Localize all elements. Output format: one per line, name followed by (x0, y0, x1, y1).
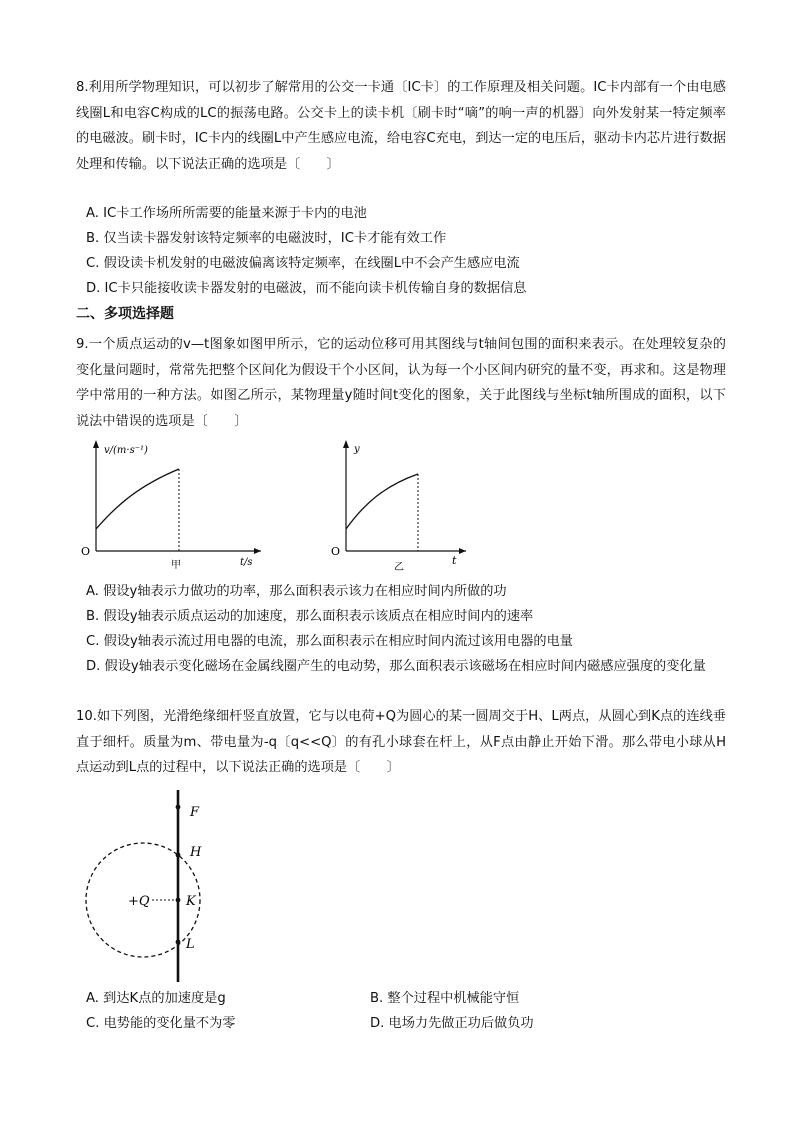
question-9-stem: 9.一个质点运动的v—t图象如图甲所示，它的运动位移可用其图线与t轴间包围的面积来表示。在处理较复杂的变化量问题时，常常先把整个区间化为假设干个小区间，认为每一个小区间内研究的量不变，再求和。这是物理学中常用的一种方法。如图乙所示，某物理量y随时间t变化的图象，关于此图线与坐标t轴所围成的面积，以下说法中错误的选项是〔 〕 (76, 337, 726, 429)
curve (96, 469, 179, 529)
y-axis-label: v/(m·s⁻¹) (104, 445, 148, 456)
figure-caption-yi: 乙 (394, 562, 404, 573)
label-f: F (190, 805, 200, 820)
y-axis-arrow (93, 440, 99, 448)
q10-option-d[interactable]: D. 电场力先做正功后做负功 (370, 1016, 534, 1031)
x-axis-label: t/s (240, 557, 253, 568)
origin-label: O (81, 545, 91, 558)
section-heading: 二、多项选择题 (76, 306, 174, 322)
q8-option-b[interactable]: B. 仅当读卡器发射该特定频率的电磁波时，IC卡才能有效工作 (86, 231, 447, 246)
question-8-stem: 8.利用所学物理知识，可以初步了解常用的公交一卡通〔IC卡〕的工作原理及相关问题。IC卡内部有一个由电感线圈L和电容C构成的LC的振荡电路。公交卡上的读卡机〔刷卡时“嘀”的响一声的机器〕向外发射某一特定频率的电磁波。刷卡时，IC卡内的线圈L中产生感应电流，给电容C充电，到达一定的电压后，驱动卡内芯片进行数据处理和传输。以下说法正确的选项是〔 〕 (76, 80, 726, 172)
q10-option-c[interactable]: C. 电势能的变化量不为零 (86, 1016, 236, 1031)
label-l: L (186, 937, 195, 952)
x-axis-label: t (452, 554, 457, 567)
origin-label: O (331, 545, 341, 558)
figure-vt-graph-jia (76, 434, 266, 579)
label-h: H (190, 845, 202, 860)
q10-option-a[interactable]: A. 到达K点的加速度是g (86, 991, 226, 1006)
figure-yt-graph-yi (326, 434, 476, 579)
q8-option-d[interactable]: D. IC卡只能接收读卡器发射的电磁波，而不能向读卡机传输自身的数据信息 (86, 281, 527, 296)
point-k (176, 898, 181, 903)
label-k: K (186, 894, 196, 909)
point-h (176, 853, 181, 858)
question-10-stem: 10.如下列图，光滑绝缘细杆竖直放置，它与以电荷+Q为圆心的某一圆周交于H、L两点，从圆心到K点的连线垂直于细杆。质量为m、带电量为-q〔q<<Q〕的有孔小球套在杆上，从F点由静止开始下滑。那么带电小球从H点运动到L点的过程中，以下说法正确的选项是〔 〕 (76, 709, 726, 775)
x-axis-arrow (459, 548, 466, 554)
q9-option-c[interactable]: C. 假设y轴表示流过用电器的电流，那么面积表示在相应时间内流过该用电器的电量 (86, 634, 573, 649)
q9-option-a[interactable]: A. 假设y轴表示力做功的功率，那么面积表示该力在相应时间内所做的功 (86, 584, 507, 599)
q10-option-b[interactable]: B. 整个过程中机械能守恒 (370, 991, 520, 1006)
q8-option-c[interactable]: C. 假设读卡机发射的电磁波偏离该特定频率，在线圈L中不会产生感应电流 (86, 256, 520, 271)
y-axis-arrow (343, 440, 349, 448)
curve (346, 474, 418, 529)
x-axis-arrow (254, 548, 261, 554)
charge-label: +Q (128, 894, 150, 909)
figure-rod-circle (76, 790, 246, 985)
y-axis-label: y (354, 444, 360, 455)
q9-option-b[interactable]: B. 假设y轴表示质点运动的加速度，那么面积表示该质点在相应时间内的速率 (86, 609, 534, 624)
point-l (176, 940, 181, 945)
point-f (176, 805, 181, 810)
q8-option-a[interactable]: A. IC卡工作场所所需要的能量来源于卡内的电池 (86, 206, 367, 221)
q9-option-d[interactable]: D. 假设y轴表示变化磁场在金属线圈产生的电动势，那么面积表示该磁场在相应时间内磁感应强度的变化量 (86, 659, 706, 674)
figure-caption-jia: 甲 (171, 560, 181, 571)
